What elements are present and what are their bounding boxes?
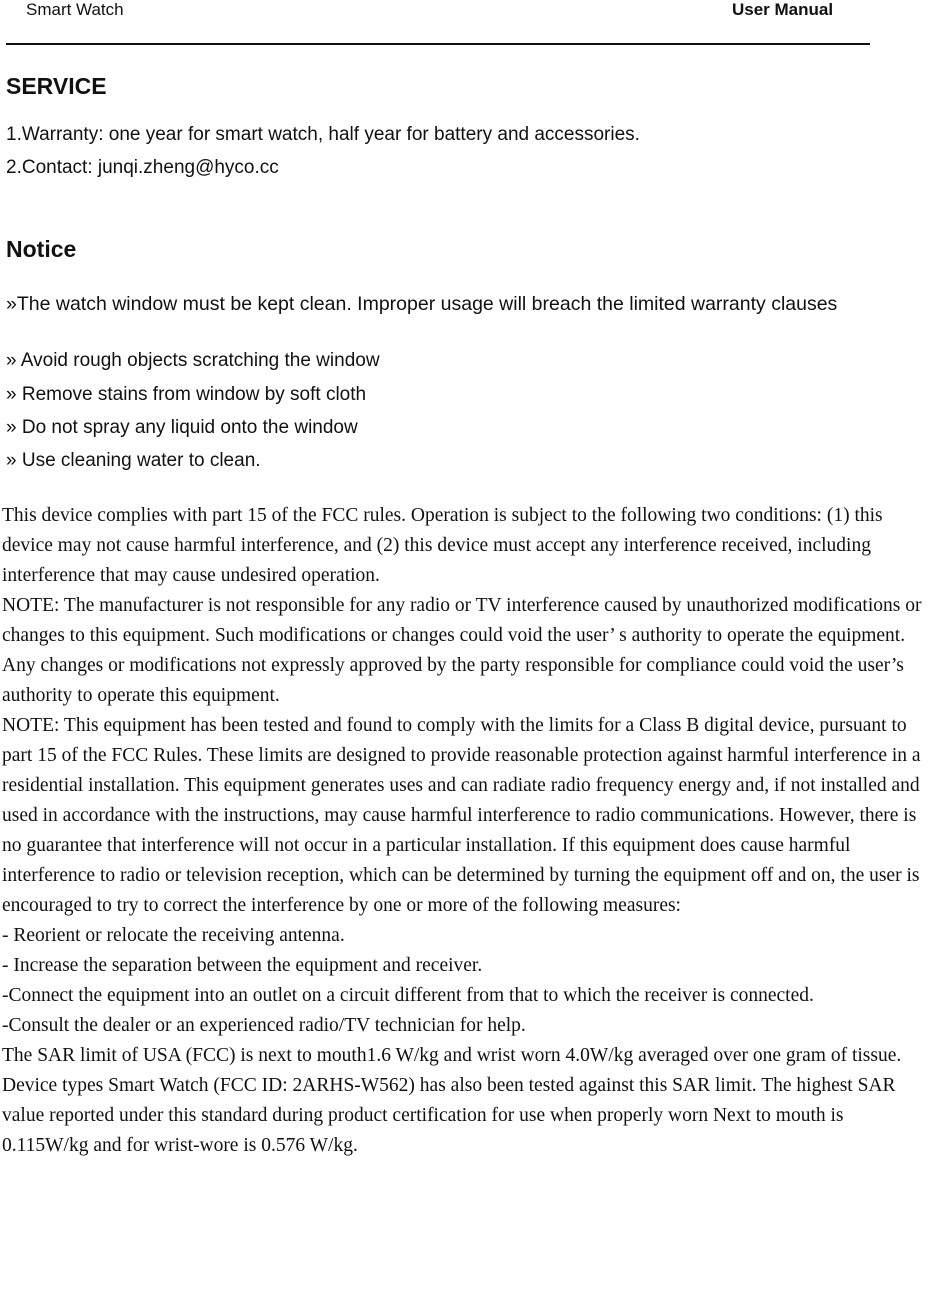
- fcc-measure-reorient: ‐ Reorient or relocate the receiving antenna.: [2, 925, 345, 946]
- notice-item-avoid-scratch: » Avoid rough objects scratching the window: [6, 350, 380, 371]
- fcc-measure-separation: ‐ Increase the separation between the equipment and receiver.: [2, 955, 483, 976]
- service-contact-line: 2.Contact: junqi.zheng@hyco.cc: [6, 157, 279, 178]
- fcc-measure-outlet: ‐Connect the equipment into an outlet on a circuit different from that to which the receiver is connected.: [2, 985, 814, 1006]
- fcc-class-b-note: NOTE: This equipment has been tested and found to comply with the limits for a Class B digital device, pursuant to part 15 of the FCC Rules. These limits are designed to provide reasonable protection against harmful interference in a residential installation. This equipment generates uses and can radiate radio frequency energy and, if not installed and used in accordance with the instructions, may cause harmful interference to radio communications. However, there is no guarantee that interference will not occur in a particular installation. If this equipment does cause harmful interference to radio or television reception, which can be determined by turning the equipment off and on, the user is encouraged to try to correct the interference by one or more of the following measures:: [2, 715, 921, 916]
- service-warranty-line: 1.Warranty: one year for smart watch, half year for battery and accessories.: [6, 124, 640, 145]
- fcc-sar-paragraph: The SAR limit of USA (FCC) is next to mouth1.6 W/kg and wrist worn 4.0W/kg averaged over one gram of tissue. Device types Smart Watch (FCC ID: 2ARHS-W562) has also been tested against this SAR limit. The highest SAR value reported under this standard during product certification for use when properly worn Next to mouth is 0.115W/kg and for wrist-wore is 0.576 W/kg.: [2, 1045, 902, 1156]
- fcc-compliance-paragraph: This device complies with part 15 of the FCC rules. Operation is subject to the following two conditions: (1) this device may not cause harmful interference, and (2) this device must accept any interference received, including interference that may cause undesired operation.: [2, 505, 883, 586]
- notice-item-cleaning-water: » Use cleaning water to clean.: [6, 450, 261, 471]
- notice-item-no-spray: » Do not spray any liquid onto the window: [6, 417, 358, 438]
- header-document-type: User Manual: [732, 0, 834, 19]
- header-divider: [6, 43, 870, 45]
- fcc-statement: [2, 501, 928, 1161]
- notice-item-remove-stains: » Remove stains from window by soft cloth: [6, 384, 367, 405]
- notice-heading: Notice: [6, 236, 77, 262]
- notice-item-window-clean: »The watch window must be kept clean. Improper usage will breach the limited warranty clauses: [6, 293, 838, 315]
- fcc-measure-consult: ‐Consult the dealer or an experienced radio/TV technician for help.: [2, 1015, 526, 1036]
- service-heading: SERVICE: [6, 73, 107, 99]
- header-product-name: Smart Watch: [26, 0, 124, 19]
- fcc-modifications-warning: Any changes or modifications not expressly approved by the party responsible for compliance could void the user’s authority to operate this equipment.: [2, 655, 904, 706]
- fcc-manufacturer-note: NOTE: The manufacturer is not responsible for any radio or TV interference caused by unauthorized modifications or changes to this equipment. Such modifications or changes could void the user’ s authority to operate the equipment.: [2, 595, 922, 646]
